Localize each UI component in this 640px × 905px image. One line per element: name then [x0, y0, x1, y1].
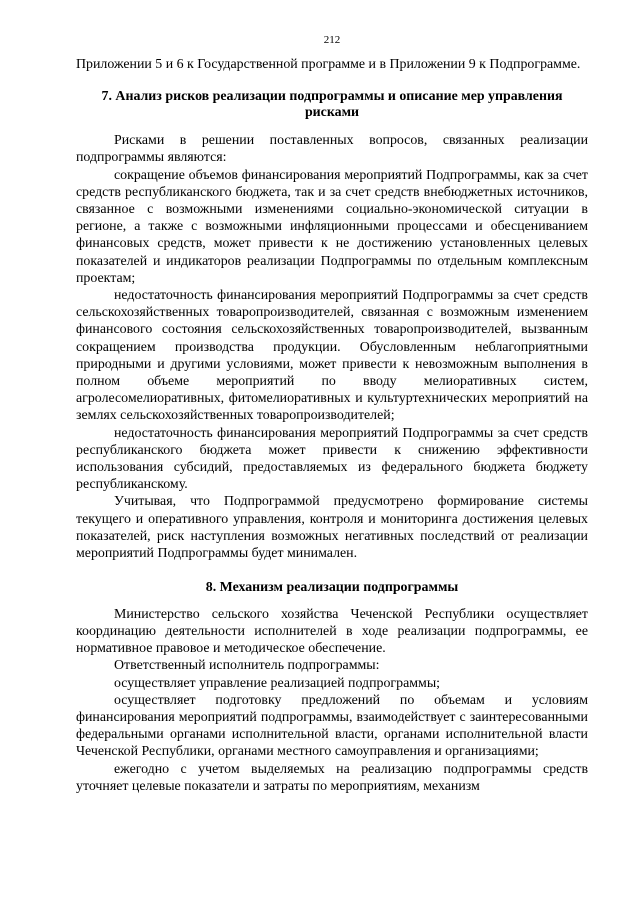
- section-7-paragraph: Учитывая, что Подпрограммой предусмотрено формирование системы текущего и оперативного управления, контроля и мониторинга достижения целевых показателей, риск наступления возможных негативных последствий от реализации мероприятий Подпрограммы будет минимален.: [76, 494, 588, 562]
- intro-paragraph: Приложении 5 и 6 к Государственной программе и в Приложении 9 к Подпрограмме.: [76, 57, 581, 72]
- section-7-paragraph: недостаточность финансирования мероприятий Подпрограммы за счет средств сельскохозяйственных товаропроизводителей, связанная с возможным изменением финансового состояния сельскохозяйственных товаропроизводителей, вызванным сокращением производства продукции. Обусловленным неблагоприятными природными и другими условиями, может привести к невозможным выполнения в полном объеме мероприятий по вводу мелиоративных систем, агролесомелиоративных, фитомелиоративных и культуртехнических мероприятий на землях сельскохозяйственных товаропроизводителей;: [76, 288, 588, 424]
- section-8-paragraph: ежегодно с учетом выделяемых на реализацию подпрограммы средств уточняет целевые показатели и затраты по мероприятиям, механизм: [76, 761, 588, 794]
- section-8-paragraph: осуществляет управление реализацией подпрограммы;: [114, 675, 441, 691]
- section-7-paragraph: сокращение объемов финансирования мероприятий Подпрограммы, как за счет средств республиканского бюджета, так и за счет средств внебюджетных источников, связанное с возможными изменениями социально-экономической ситуации в регионе, а также с возможными инфляционными процессами и обесцениванием финансовых средств, может привести к не достижению установленных целевых показателей и индикаторов реализации Подпрограммы по отдельным комплексным проектам;: [76, 167, 588, 286]
- section-7-heading: 7. Анализ рисков реализации подпрограммы и описание мер управления рисками: [101, 89, 563, 120]
- section-7-paragraph: недостаточность финансирования мероприятий Подпрограммы за счет средств республиканского бюджета может привести к снижению эффективности использования субсидий, предоставляемых из федерального бюджета бюджету республиканскому.: [76, 425, 588, 493]
- section-8-paragraph: Ответственный исполнитель подпрограммы:: [114, 658, 380, 674]
- page-number: 212: [323, 34, 341, 46]
- section-8-paragraph: осуществляет подготовку предложений по объемам и условиям финансирования мероприятий подпрограммы, взаимодействует с заинтересованными федеральными органами исполнительной власти, органами исполнительной власти Чеченской Республики, органами местного самоуправления и организациями;: [76, 692, 588, 760]
- section-8-paragraph: Министерство сельского хозяйства Чеченской Республики осуществляет координацию деятельности исполнителей в ходе реализации подпрограммы, ее нормативное правовое и методическое обеспечение.: [76, 606, 588, 657]
- section-8-heading: 8. Механизм реализации подпрограммы: [205, 580, 459, 596]
- section-7-paragraph: Рисками в решении поставленных вопросов, связанных реализации подпрограммы являются:: [76, 133, 588, 166]
